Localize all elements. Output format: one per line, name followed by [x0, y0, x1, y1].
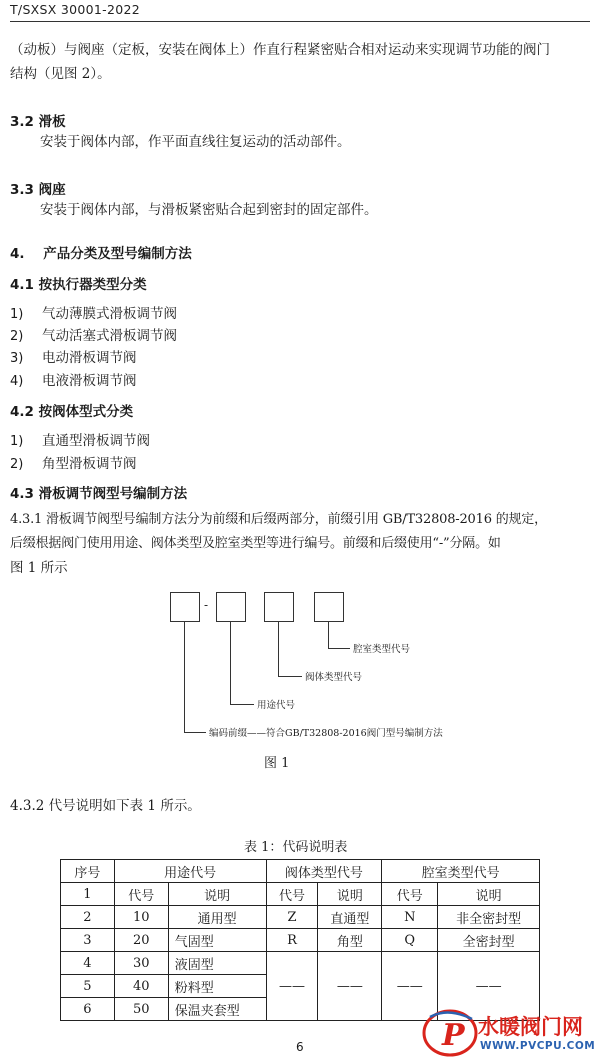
list-text: 角型滑板调节阀: [42, 456, 137, 472]
table-cell: 代号: [114, 883, 168, 906]
chamber-code-box: [314, 592, 344, 622]
list-number: 1): [10, 434, 24, 449]
table-row: [61, 952, 540, 975]
table-cell: 气固型: [168, 929, 266, 952]
chamber-leader-tick: [328, 648, 350, 649]
table-cell: 40: [114, 975, 168, 998]
table-cell: 保温夹套型: [168, 998, 266, 1021]
section-4-3-1-line-1: 4.3.1 滑板调节阀型号编制方法分为前缀和后缀两部分，前缀引用 GB/T32808-2016 的规定，: [10, 512, 547, 527]
table-cell: 直通型: [318, 906, 382, 929]
table-1-caption: 表 1：代码说明表: [244, 840, 348, 855]
section-number: 4.1: [10, 277, 34, 293]
table-cell-empty: ——: [266, 952, 318, 1021]
table-cell: 通用型: [168, 906, 266, 929]
section-number: 4.3: [10, 486, 34, 502]
list-text: 直通型滑板调节阀: [42, 433, 150, 449]
document-code: T/SXSX 30001-2022: [10, 2, 141, 17]
list-item: [10, 347, 137, 366]
table-cell: 2: [61, 906, 115, 929]
list-number: 4): [10, 374, 24, 389]
table-subheader-row: [61, 883, 540, 906]
section-number: 4.: [10, 246, 25, 262]
table-cell: Z: [266, 906, 318, 929]
table-cell: 20: [114, 929, 168, 952]
table-cell: 代号: [266, 883, 318, 906]
table-cell-empty: ——: [318, 952, 382, 1021]
section-3-3-body: 安装于阀体内部，与滑板紧密贴合起到密封的固定部件。: [40, 202, 378, 218]
section-title: 阀座: [38, 182, 66, 198]
table-cell: 说明: [318, 883, 382, 906]
list-item: [10, 325, 177, 344]
section-3-3-heading: [10, 178, 66, 198]
table-cell: 代号: [382, 883, 438, 906]
body-leader-line: [278, 622, 279, 676]
section-4-heading: [10, 242, 192, 262]
watermark-url: WWW.PVCPU.COM: [480, 1040, 596, 1052]
usage-code-box: [216, 592, 246, 622]
prefix-code-box: [170, 592, 200, 622]
intro-line-1: （动板）与阀座（定板，安装在阀体上）作直行程紧密贴合相对运动来实现调节功能的阀门: [10, 42, 550, 58]
section-4-3-1-line-3: 图 1 所示: [10, 560, 68, 576]
header-seq: 序号: [61, 860, 115, 883]
section-4-3-heading: [10, 482, 187, 502]
section-title: 滑板调节阀型号编制方法: [38, 486, 188, 502]
list-text: 电液滑板调节阀: [42, 373, 137, 389]
logo-letter: P: [442, 1018, 465, 1053]
list-number: 3): [10, 351, 24, 366]
watermark-logo: [420, 1003, 600, 1061]
table-cell: 1: [61, 883, 115, 906]
table-cell: 说明: [168, 883, 266, 906]
section-title: 按执行器类型分类: [38, 277, 147, 293]
list-item: [10, 303, 177, 322]
table-cell: 3: [61, 929, 115, 952]
usage-leader-line: [230, 622, 231, 704]
prefix-leader-tick: [184, 732, 206, 733]
table-cell: 说明: [438, 883, 540, 906]
watermark-title: 水暖阀门网: [478, 1015, 583, 1039]
section-3-2-body: 安装于阀体内部，作平面直线往复运动的活动部件。: [40, 134, 351, 150]
table-cell: 角型: [318, 929, 382, 952]
section-4-1-heading: [10, 273, 147, 293]
table-cell: 4: [61, 952, 115, 975]
pvcpu-logo-icon: [420, 1003, 480, 1061]
list-text: 电动滑板调节阀: [42, 350, 137, 366]
list-number: 2): [10, 457, 24, 472]
page-number: 6: [296, 1040, 304, 1054]
header-usage: 用途代号: [114, 860, 266, 883]
body-leader-tick: [278, 676, 302, 677]
section-number: 3.2: [10, 114, 34, 130]
section-title: 按阀体型式分类: [38, 404, 134, 420]
table-row: [61, 906, 540, 929]
header-divider: [10, 21, 590, 22]
table-cell: 全密封型: [438, 929, 540, 952]
section-4-3-1-line-2: 后缀根据阀门使用用途、阀体类型及腔室类型等进行编号。前缀和后缀使用“-”分隔。如: [10, 536, 501, 551]
header-body-type: 阀体类型代号: [266, 860, 382, 883]
table-cell: 5: [61, 975, 115, 998]
usage-label: 用途代号: [257, 700, 296, 711]
section-title: 滑板: [38, 114, 66, 130]
list-text: 气动活塞式滑板调节阀: [42, 328, 177, 344]
table-cell: R: [266, 929, 318, 952]
list-item: [10, 370, 137, 389]
table-cell: 粉料型: [168, 975, 266, 998]
chamber-label: 腔室类型代号: [353, 644, 411, 655]
section-3-2-heading: [10, 110, 66, 130]
table-cell: 50: [114, 998, 168, 1021]
body-label: 阀体类型代号: [305, 672, 363, 683]
code-table: [60, 859, 540, 1021]
section-title: 产品分类及型号编制方法: [43, 246, 192, 262]
table-cell: 6: [61, 998, 115, 1021]
table-cell: Q: [382, 929, 438, 952]
usage-leader-tick: [230, 704, 254, 705]
chamber-leader-line: [328, 622, 329, 648]
list-item: [10, 430, 150, 449]
prefix-leader-line: [184, 622, 185, 732]
table-cell-empty: ——: [382, 952, 438, 1021]
section-number: 4.2: [10, 404, 34, 420]
body-code-box: [264, 592, 294, 622]
list-text: 气动薄膜式滑板调节阀: [42, 306, 177, 322]
table-cell-empty: ——: [438, 952, 540, 1021]
table-header-row: [61, 860, 540, 883]
separator-dash: -: [204, 598, 209, 612]
list-item: [10, 453, 137, 472]
header-chamber-type: 腔室类型代号: [382, 860, 540, 883]
table-cell: 10: [114, 906, 168, 929]
table-cell: 非全密封型: [438, 906, 540, 929]
section-4-3-2-text: 4.3.2 代号说明如下表 1 所示。: [10, 798, 201, 814]
table-row: [61, 929, 540, 952]
figure-1-caption: 图 1: [264, 756, 290, 771]
table-cell: N: [382, 906, 438, 929]
table-cell: 30: [114, 952, 168, 975]
table-cell: 液固型: [168, 952, 266, 975]
section-4-2-heading: [10, 400, 133, 420]
section-number: 3.3: [10, 182, 34, 198]
list-number: 2): [10, 329, 24, 344]
list-number: 1): [10, 307, 24, 322]
prefix-label: 编码前缀——符合GB/T32808-2016阀门型号编制方法: [209, 728, 443, 739]
intro-line-2: 结构（见图 2）。: [10, 66, 111, 82]
